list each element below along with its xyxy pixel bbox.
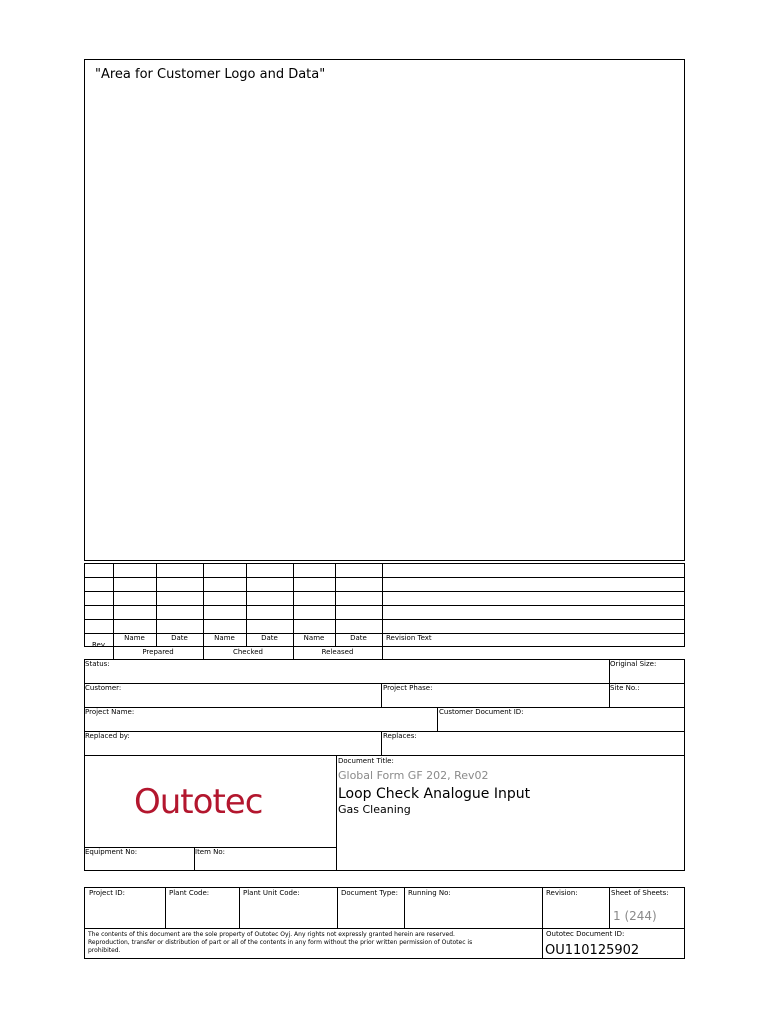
customer-area-text: "Area for Customer Logo and Data" xyxy=(95,67,326,82)
sheet-of-sheets-label: Sheet of Sheets: xyxy=(611,889,669,897)
original-size-label: Original Size: xyxy=(610,660,657,668)
project-name-label: Project Name: xyxy=(85,708,135,716)
document-title: Loop Check Analogue Input xyxy=(338,786,531,802)
prepared-label: Prepared xyxy=(142,648,174,656)
name-header-prepared: Name xyxy=(124,634,145,642)
document-title-label: Document Title: xyxy=(338,757,394,765)
status-field xyxy=(84,659,610,684)
replaced-by-label: Replaced by: xyxy=(85,732,130,740)
disclaimer-line-3: prohibited. xyxy=(88,947,121,954)
checked-label: Checked xyxy=(232,648,264,656)
name-header-checked: Name xyxy=(214,634,235,642)
customer-label: Customer: xyxy=(85,684,122,692)
form-reference: Global Form GF 202, Rev02 xyxy=(338,769,489,782)
document-type-label: Document Type: xyxy=(341,889,398,897)
plant-unit-code-label: Plant Unit Code: xyxy=(243,889,300,897)
rev-header: Rev xyxy=(92,641,105,649)
disclaimer-line-2: Reproduction, transfer or distribution of part or all of the contents in any form without the prior written permission of Outotec is xyxy=(88,939,473,946)
document-subtitle: Gas Cleaning xyxy=(338,803,411,816)
divider xyxy=(382,563,383,659)
divider xyxy=(203,563,204,659)
project-id-label: Project ID: xyxy=(89,889,125,897)
revision-text-header: Revision Text xyxy=(386,634,432,642)
status-label: Status: xyxy=(85,660,110,668)
rev-row xyxy=(84,563,685,578)
rev-row xyxy=(84,619,685,634)
site-no-label: Site No.: xyxy=(610,684,640,692)
revision-label: Revision: xyxy=(546,889,578,897)
rev-row xyxy=(84,577,685,592)
sheet-value: 1 (244) xyxy=(613,909,657,923)
outotec-logo: Outotec xyxy=(134,782,263,822)
project-phase-label: Project Phase: xyxy=(383,684,433,692)
item-no-label: Item No: xyxy=(195,848,226,856)
date-header-prepared: Date xyxy=(171,634,188,642)
running-no-label: Running No: xyxy=(408,889,451,897)
disclaimer-line-1: The contents of this document are the sole property of Outotec Oyj. Any rights not expressly granted herein are reserved. xyxy=(88,931,455,938)
replaces-label: Replaces: xyxy=(383,732,417,740)
date-header-checked: Date xyxy=(261,634,278,642)
rev-row xyxy=(84,591,685,606)
customer-logo-area xyxy=(84,59,685,561)
divider xyxy=(293,563,294,659)
plant-code-label: Plant Code: xyxy=(169,889,210,897)
customer-document-id-label: Customer Document ID: xyxy=(439,708,524,716)
disclaimer-text xyxy=(88,931,472,955)
date-header-released: Date xyxy=(350,634,367,642)
divider xyxy=(113,563,114,659)
customer-field xyxy=(84,683,382,708)
equipment-no-label: Equipment No: xyxy=(85,848,138,856)
rev-row xyxy=(84,605,685,620)
released-label: Released xyxy=(321,648,354,656)
project-name-field xyxy=(84,707,438,732)
replaces-field xyxy=(381,731,685,756)
name-header-released: Name xyxy=(303,634,325,642)
outotec-document-id-label: Outotec Document ID: xyxy=(546,930,625,938)
outotec-document-id-value: OU110125902 xyxy=(545,943,640,958)
